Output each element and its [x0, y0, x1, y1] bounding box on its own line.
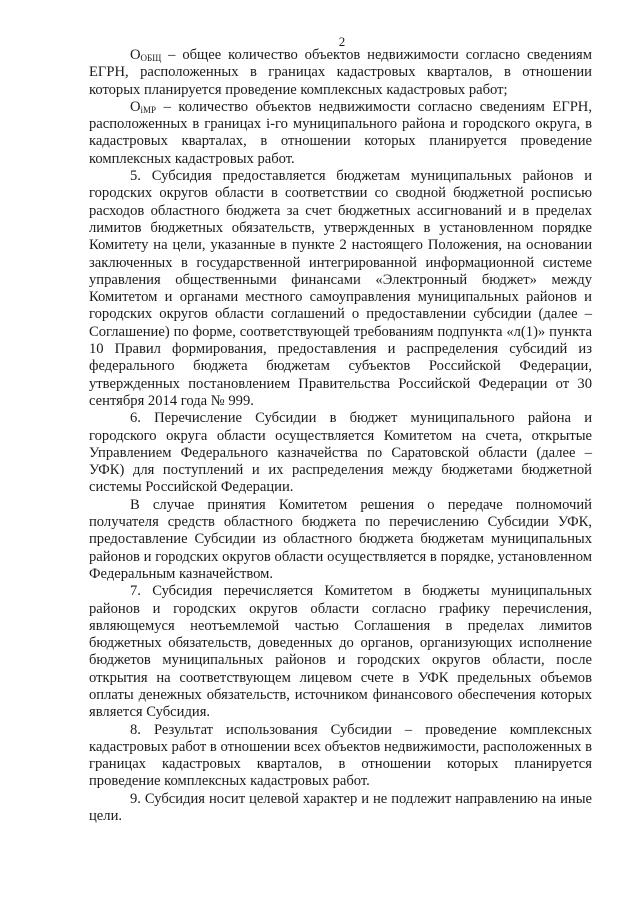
definition-o-imr [89, 99, 592, 168]
document-body [89, 47, 592, 825]
paragraph-9: 9. Субсидия носит целевой характер и не подлежит направлению на иные цели. [89, 790, 592, 825]
subscript: iМР [140, 104, 157, 115]
paragraph-6: 6. Перечисление Субсидии в бюджет муниципального района и городского округа области осуществляется Комитетом на счета, открытые Управлением Федерального казначейства по Саратовской области (далее – УФК) для поступлений и их распределения между бюджетами бюджетной системы Российской Федерации. [89, 410, 592, 496]
page-number: 2 [338, 34, 346, 49]
paragraph-5: 5. Субсидия предоставляется бюджетам муниципальных районов и городских округов области в соответствии со сводной бюджетной росписью расходов областного бюджета за счет бюджетных ассигнований и в пределах лимитов бюджетных обязательств, утвержденных в установленном порядке Комитету на цели, указанные в пункте 2 настоящего Положения, на основании заключенных в государственной интегрированной информационной системе управления общественными финансами «Электронный бюджет» между Комитетом и органами местного самоуправления муниципальных районов и городских округов области соглашений о предоставлении субсидии (далее – Соглашение) по форме, соответствующей требованиям подпункта «л(1)» пункта 10 Правил формирования, предоставления и распределения субсидий из федерального бюджета бюджетам субъектов Российской Федерации, утвержденных постановлением Правительства Российской Федерации от 30 сентября 2014 года № 999. [89, 168, 592, 409]
subscript: ОБЩ [140, 53, 162, 63]
definition-o-total [89, 47, 592, 99]
symbol: O [130, 98, 141, 115]
paragraph-6-continued: В случае принятия Комитетом решения о передаче полномочий получателя средств областного бюджета по перечислению Субсидии УФК, предоставление Субсидии из областного бюджета бюджетам муниципальных районов и городских округов области осуществляется в порядке, установленном Федеральным казначейством. [89, 496, 592, 582]
definition-text: – количество объектов недвижимости согласно сведениям ЕГРН, расположенных в границах i-го муниципального района и городского округа, в кадастровых кварталах, в отношении которых планируется проведение комплексных кадастровых работ. [89, 98, 592, 167]
symbol: O [130, 47, 141, 63]
paragraph-8: 8. Результат использования Субсидии – проведение комплексных кадастровых работ в отношении всех объектов недвижимости, расположенных в границах кадастровых кварталов, в отношении которых планируется проведение комплексных кадастровых работ. [89, 721, 592, 790]
paragraph-7: 7. Субсидия перечисляется Комитетом в бюджеты муниципальных районов и городских округов области согласно графику перечисления, являющемуся неотъемлемой частью Соглашения в пределах лимитов бюджетных обязательств, доведенных до органов, организующих исполнение бюджетов муниципальных районов и городских округов области, после открытия на соответствующем лицевом счете в УФК предельных объемов оплаты денежных обязательств, источником финансового обеспечения которых является Субсидия. [89, 583, 592, 721]
definition-text: – общее количество объектов недвижимости согласно сведениям ЕГРН, расположенных в границах кадастровых кварталов, в отношении которых планируется проведение комплексных кадастровых работ; [89, 47, 592, 98]
